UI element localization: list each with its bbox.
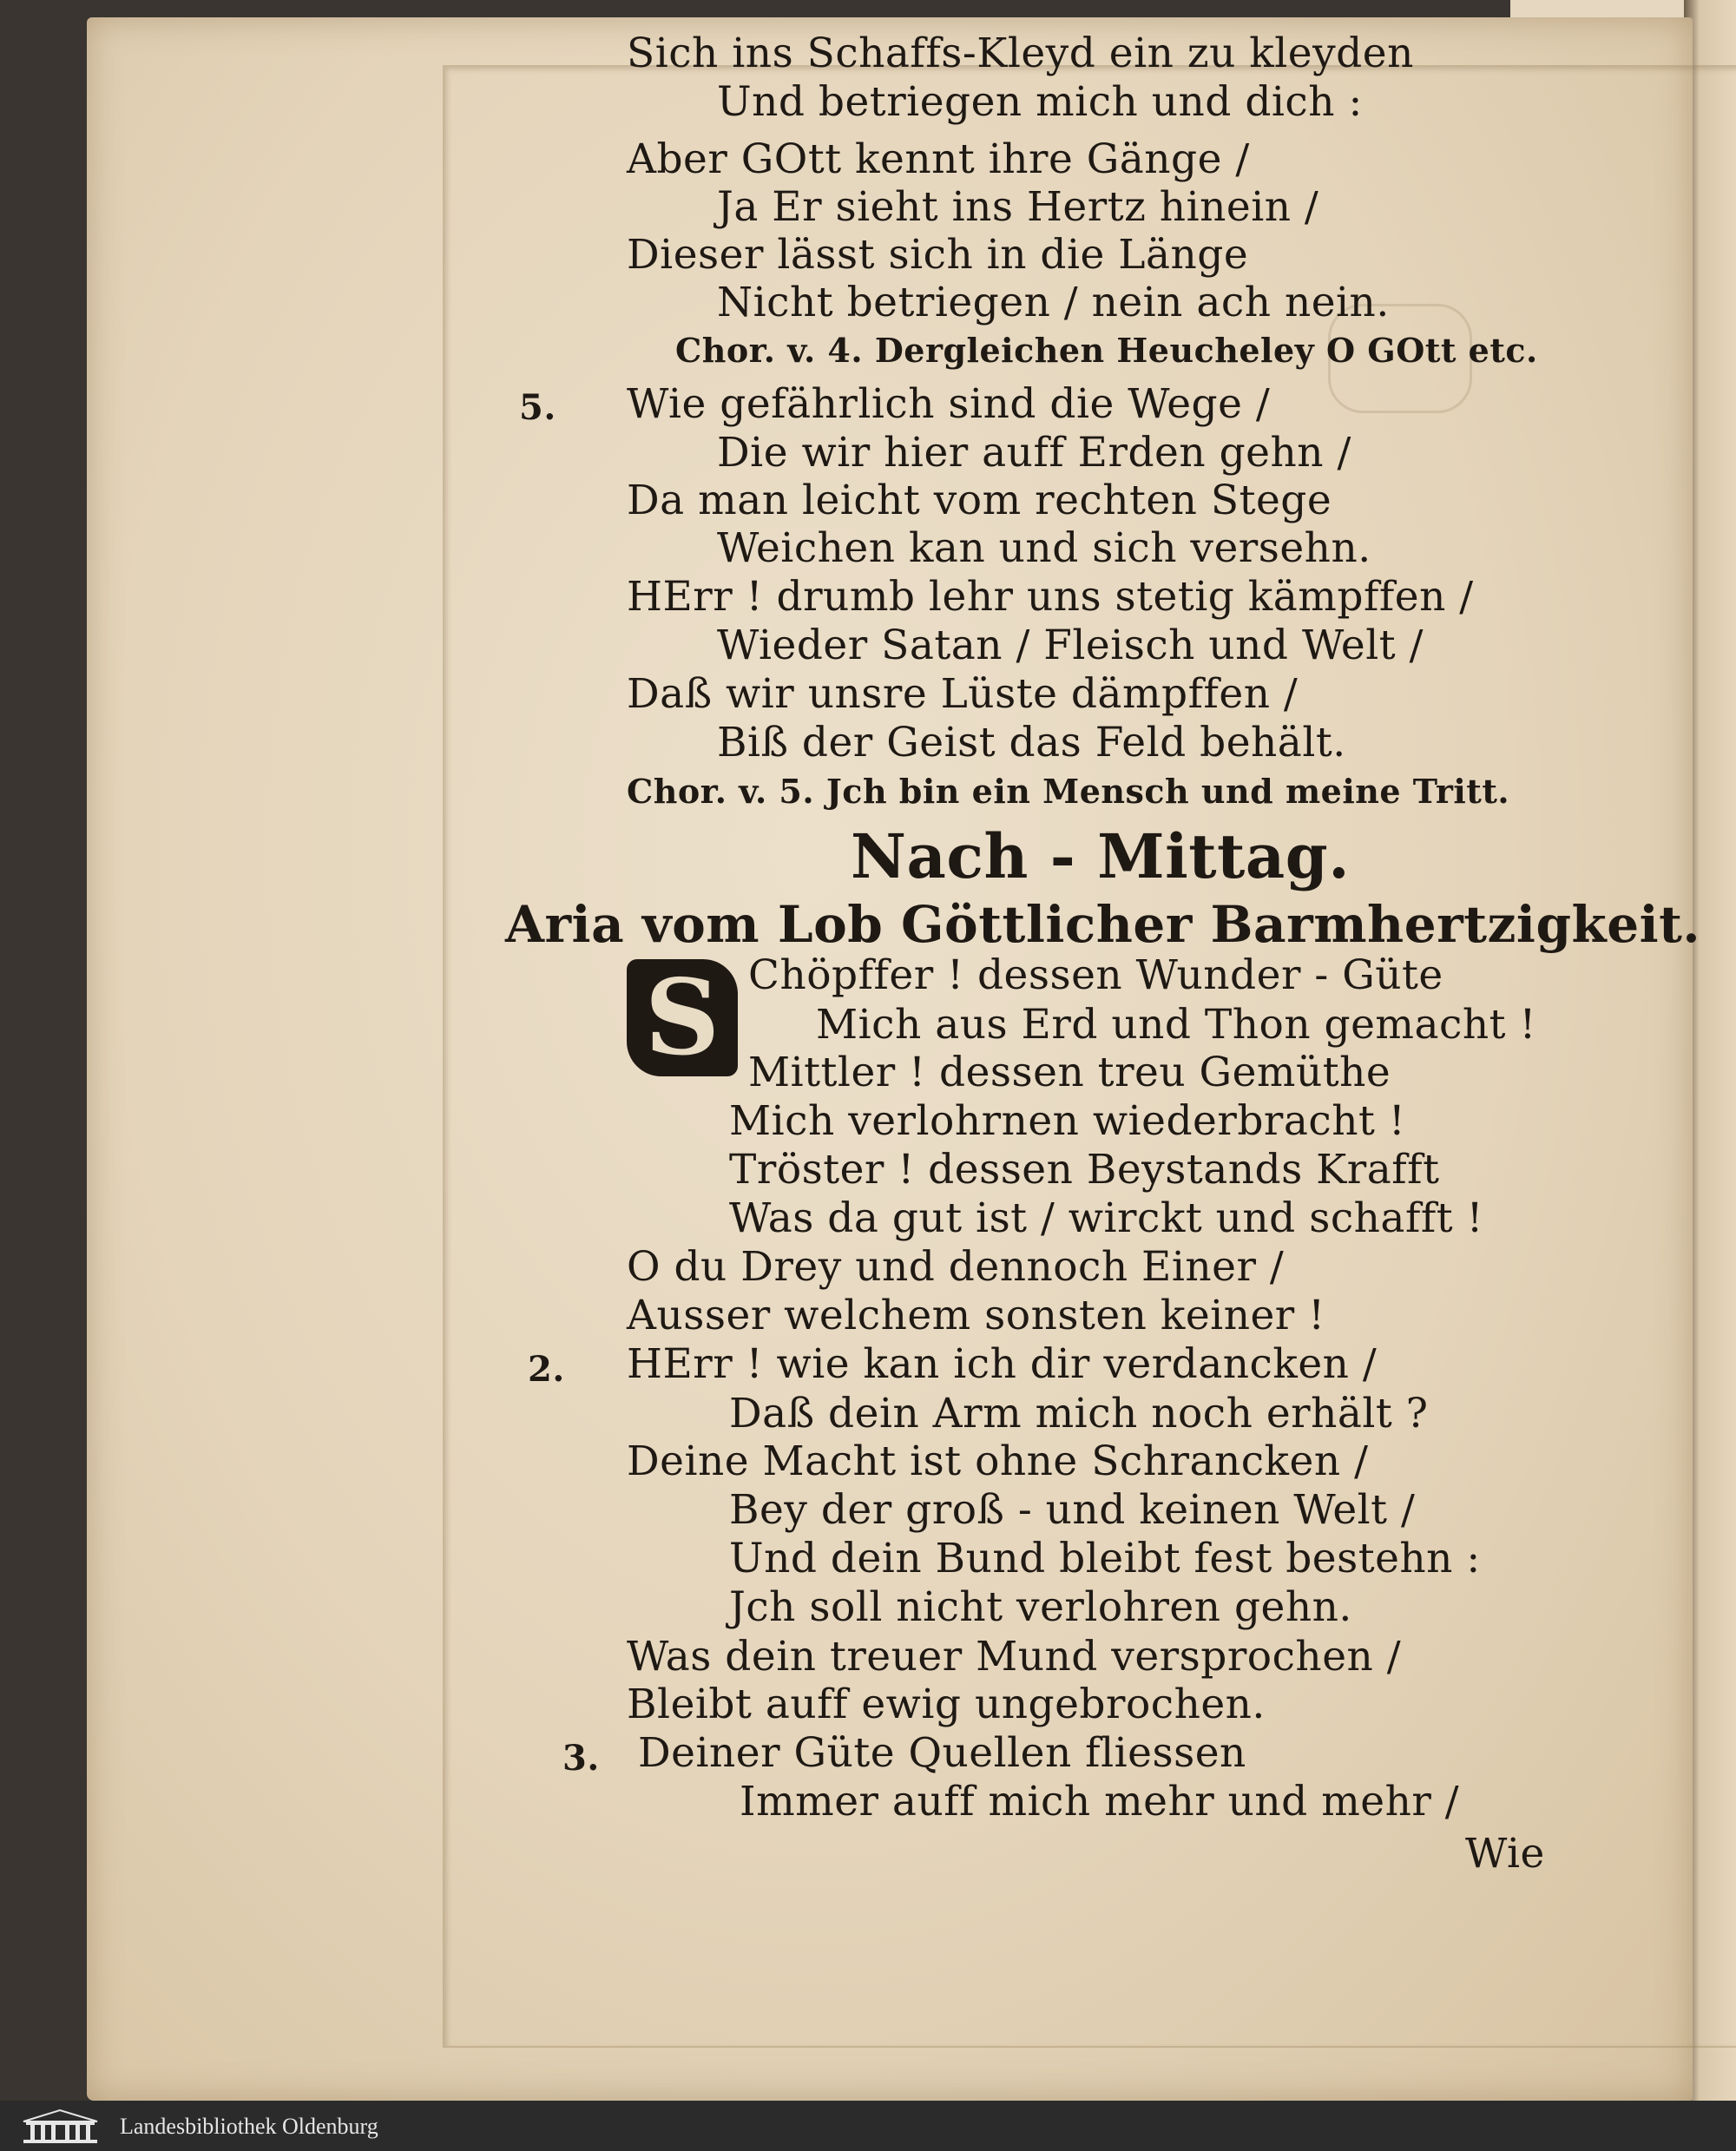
text-line: Bleibt auff ewig ungebrochen. xyxy=(627,1681,1266,1728)
chorus-line: Chor. v. 5. Jch bin ein Mensch und meine Tritt. xyxy=(627,772,1510,811)
library-name: Landesbibliothek Oldenburg xyxy=(120,2114,378,2139)
text-line: Und dein Bund bleibt fest bestehn : xyxy=(729,1535,1481,1582)
text-line: O du Drey und dennoch Einer / xyxy=(627,1243,1285,1291)
drop-cap: S xyxy=(627,959,738,1076)
text-line: Die wir hier auff Erden gehn / xyxy=(717,429,1351,477)
text-line: Tröster ! dessen Beystands Krafft xyxy=(729,1146,1440,1194)
text-line: Was da gut ist / wirckt und schafft ! xyxy=(729,1194,1483,1242)
text-line: Jch soll nicht verlohren gehn. xyxy=(729,1583,1352,1631)
text-line: Immer auff mich mehr und mehr / xyxy=(740,1778,1460,1825)
text-line: Wie gefährlich sind die Wege / xyxy=(627,380,1271,428)
chorus-line: Chor. v. 4. Dergleichen Heucheley O GOtt etc. xyxy=(675,331,1538,370)
text-line: Biß der Geist das Feld behält. xyxy=(717,719,1346,766)
text-line: Mich aus Erd und Thon gemacht ! xyxy=(816,1001,1536,1049)
text-line: Was dein treuer Mund versprochen / xyxy=(627,1633,1402,1681)
text-line: Daß wir unsre Lüste dämpffen / xyxy=(627,670,1299,718)
library-building-icon xyxy=(19,2108,102,2144)
text-line: Nicht betriegen / nein ach nein. xyxy=(717,279,1390,326)
text-line: Und betriegen mich und dich : xyxy=(717,78,1363,126)
text-line: Mittler ! dessen treu Gemüthe xyxy=(748,1049,1391,1096)
text-line: Ja Er sieht ins Hertz hinein / xyxy=(717,183,1319,231)
verse-number: 2. xyxy=(528,1349,565,1390)
text-line: Weichen kan und sich versehn. xyxy=(717,524,1371,572)
text-line: Ausser welchem sonsten keiner ! xyxy=(627,1292,1325,1339)
text-line: Daß dein Arm mich noch erhält ? xyxy=(729,1390,1429,1437)
text-line: HErr ! drumb lehr uns stetig kämpffen / xyxy=(627,573,1474,621)
verse-number: 3. xyxy=(562,1738,600,1779)
section-heading: Nach - Mittag. xyxy=(851,820,1351,892)
text-line: Deiner Güte Quellen fliessen xyxy=(638,1729,1246,1777)
text-line: HErr ! wie kan ich dir verdancken / xyxy=(627,1340,1378,1388)
catchword: Wie xyxy=(1465,1830,1545,1878)
aria-title: Aria vom Lob Göttlicher Barmhertzigkeit. xyxy=(505,895,1701,954)
text-line: Bey der groß - und keinen Welt / xyxy=(729,1486,1416,1534)
text-line: Aber GOtt kennt ihre Gänge / xyxy=(627,135,1250,183)
text-line: Wieder Satan / Fleisch und Welt / xyxy=(717,622,1424,669)
text-line: Sich ins Schaffs-Kleyd ein zu kleyden xyxy=(627,30,1414,77)
footer-bar xyxy=(0,2101,1736,2151)
text-line: Dieser lässt sich in die Länge xyxy=(627,231,1249,279)
verse-number: 5. xyxy=(519,387,556,428)
text-line: Da man leicht vom rechten Stege xyxy=(627,477,1332,524)
text-line: Chöpffer ! dessen Wunder - Güte xyxy=(748,951,1443,999)
text-line: Deine Macht ist ohne Schrancken / xyxy=(627,1437,1369,1485)
text-line: Mich verlohrnen wiederbracht ! xyxy=(729,1097,1406,1145)
